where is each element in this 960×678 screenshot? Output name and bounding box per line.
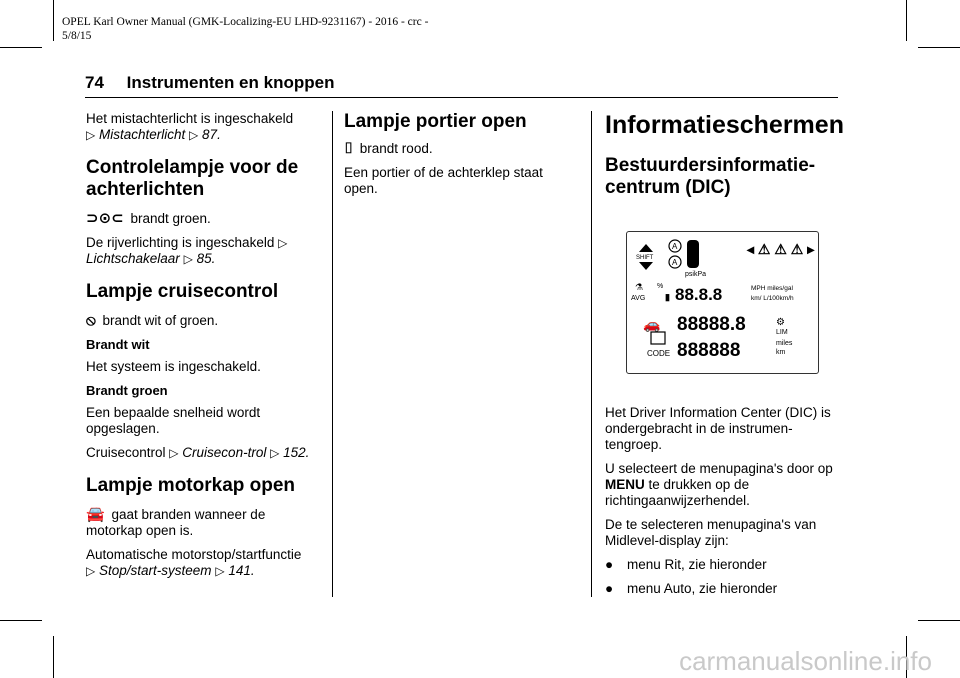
xref-arrow-icon: ▷ <box>86 128 96 142</box>
page-ref-arrow-icon: ▷ <box>270 446 280 460</box>
page-ref[interactable]: 141. <box>228 563 255 578</box>
page-ref-arrow-icon: ▷ <box>189 128 199 142</box>
crop-mark <box>906 0 907 41</box>
text: Automatische motorstop/startfunctie <box>86 547 302 562</box>
heading-dic: Bestuurdersinformatie-centrum (DIC) <box>605 155 816 198</box>
paragraph <box>86 235 324 267</box>
text: brandt groen. <box>130 211 211 226</box>
subheading-green: Brandt groen <box>86 383 168 398</box>
shift-down-icon <box>639 262 653 270</box>
digits-row2: 888888 <box>677 340 741 361</box>
text: te drukken op de richtingaanwijzerhendel. <box>605 477 750 508</box>
fuel-economy-icon: ⚗ <box>635 282 644 292</box>
menu-keyword: MENU <box>605 477 645 492</box>
paragraph <box>86 211 324 227</box>
text: De rijverlichting is ingeschakeld <box>86 235 275 250</box>
heading-cruise: Lampje cruisecontrol <box>86 281 279 302</box>
psi-label: psikPa <box>685 271 707 278</box>
dic-display-illustration <box>626 231 819 374</box>
mph-gal-label: MPH miles/gal <box>751 285 793 292</box>
door-open-icon: ⌷ <box>344 140 354 157</box>
km-l-label: km/ L/100km/h <box>751 295 794 302</box>
xref-link[interactable]: Lichtschakelaar <box>86 251 180 266</box>
paragraph: Het systeem is ingeschakeld. <box>86 359 261 374</box>
list-item <box>605 557 839 573</box>
bullet-icon: ● <box>605 557 614 572</box>
miles-label: miles <box>776 340 793 347</box>
code-label: CODE <box>647 349 671 358</box>
crop-mark <box>53 636 54 678</box>
km-label: km <box>776 349 786 356</box>
page-ref[interactable]: 87. <box>202 127 221 142</box>
vehicle-icon: 🚗 <box>643 316 661 332</box>
heading-bonnet: Lampje motorkap open <box>86 475 296 496</box>
paragraph: Een bepaalde snelheid wordt opgeslagen. <box>86 405 261 436</box>
column-divider <box>591 111 592 597</box>
column-divider <box>332 111 333 597</box>
list-item-text: menu Rit, zie hieronder <box>627 557 767 572</box>
digits-top: 88.8.8 <box>675 285 723 304</box>
percent-label: % <box>657 283 664 290</box>
doc-info-line1: OPEL Karl Owner Manual (GMK-Localizing-EU LHD-9231167) - 2016 - crc - <box>62 16 429 28</box>
paragraph <box>86 313 324 329</box>
page-header <box>85 73 334 93</box>
paragraph <box>86 111 324 143</box>
paragraph <box>86 445 324 461</box>
page-number: 74 <box>85 73 104 92</box>
xref-arrow-icon: ▷ <box>169 446 179 460</box>
heading-control-lamp: Controlelampje voor de achterlichten <box>86 157 299 200</box>
crop-mark <box>918 620 960 621</box>
shift-label: SHIFT <box>636 255 654 261</box>
page-ref-arrow-icon: ▷ <box>183 252 193 266</box>
auto-a: A <box>672 242 678 251</box>
page-ref[interactable]: 152. <box>283 445 310 460</box>
fuel-pump-icon: ▮ <box>665 292 670 302</box>
heading-door-open: Lampje portier open <box>344 111 527 132</box>
text: brandt wit of groen. <box>102 313 219 328</box>
heading-info-screens: Informatieschermen <box>605 111 844 139</box>
column-3-body <box>605 405 839 605</box>
crop-mark <box>0 47 42 48</box>
xref-link[interactable]: Mistachterlicht <box>99 127 186 142</box>
list-item-text: menu Auto, zie hieronder <box>627 581 778 596</box>
subheading-white: Brandt wit <box>86 337 150 352</box>
xref-arrow-icon: ▷ <box>86 564 96 578</box>
bullet-icon: ● <box>605 581 614 596</box>
crop-mark <box>918 47 960 48</box>
list-item <box>605 581 839 597</box>
crop-mark <box>53 0 54 41</box>
crop-mark <box>0 620 42 621</box>
avg-label: AVG <box>631 295 646 302</box>
speed-limiter-icon: ⚙ <box>776 317 785 328</box>
dic-display-svg <box>627 232 818 373</box>
auto-a2: A <box>672 258 678 267</box>
text: U selecteert de menupagina's door op <box>605 461 833 476</box>
tail-light-icon: ⊃⊙⊂ <box>86 210 124 227</box>
xref-link[interactable]: Cruisecon-trol <box>182 445 267 460</box>
paragraph: Een portier of de achterklep staat open. <box>344 165 543 196</box>
paragraph <box>605 461 839 509</box>
paragraph: De te selecteren menupagina's van Midlevel-display zijn: <box>605 517 817 548</box>
watermark: carmanualsonline.info <box>679 646 932 676</box>
digits-row1: 88888.8 <box>677 314 746 335</box>
header-rule <box>85 97 838 98</box>
tire-pressure-car-icon <box>687 240 699 268</box>
text: Het mistachterlicht is ingeschakeld <box>86 111 294 126</box>
text: brandt rood. <box>359 141 433 156</box>
cruise-control-icon: ⦸ <box>86 312 96 329</box>
gear-indicator-icon: ◂ ⚠ ⚠ ⚠ ▸ <box>747 241 815 257</box>
paragraph <box>344 141 576 157</box>
xref-arrow-icon: ▷ <box>278 236 288 250</box>
column-3 <box>605 111 844 209</box>
info-book-icon <box>651 332 665 344</box>
page-ref[interactable]: 85. <box>196 251 216 266</box>
text: Cruisecontrol <box>86 445 166 460</box>
column-1 <box>86 111 324 587</box>
xref-link[interactable]: Stop/start-systeem <box>99 563 212 578</box>
paragraph <box>86 547 324 579</box>
paragraph <box>86 507 324 539</box>
column-2 <box>344 111 576 205</box>
shift-up-icon <box>639 244 653 252</box>
bonnet-open-icon: 🚘 <box>86 506 105 523</box>
section-title: Instrumenten en knoppen <box>126 73 335 92</box>
page-ref-arrow-icon: ▷ <box>215 564 225 578</box>
document-info <box>62 15 582 43</box>
doc-info-line2: 5/8/15 <box>62 30 92 42</box>
text: gaat branden wanneer de motorkap open is. <box>86 507 266 538</box>
paragraph: Het Driver Information Center (DIC) is ondergebracht in de instrumen-tengroep. <box>605 405 831 452</box>
lim-label: LIM <box>776 329 788 336</box>
